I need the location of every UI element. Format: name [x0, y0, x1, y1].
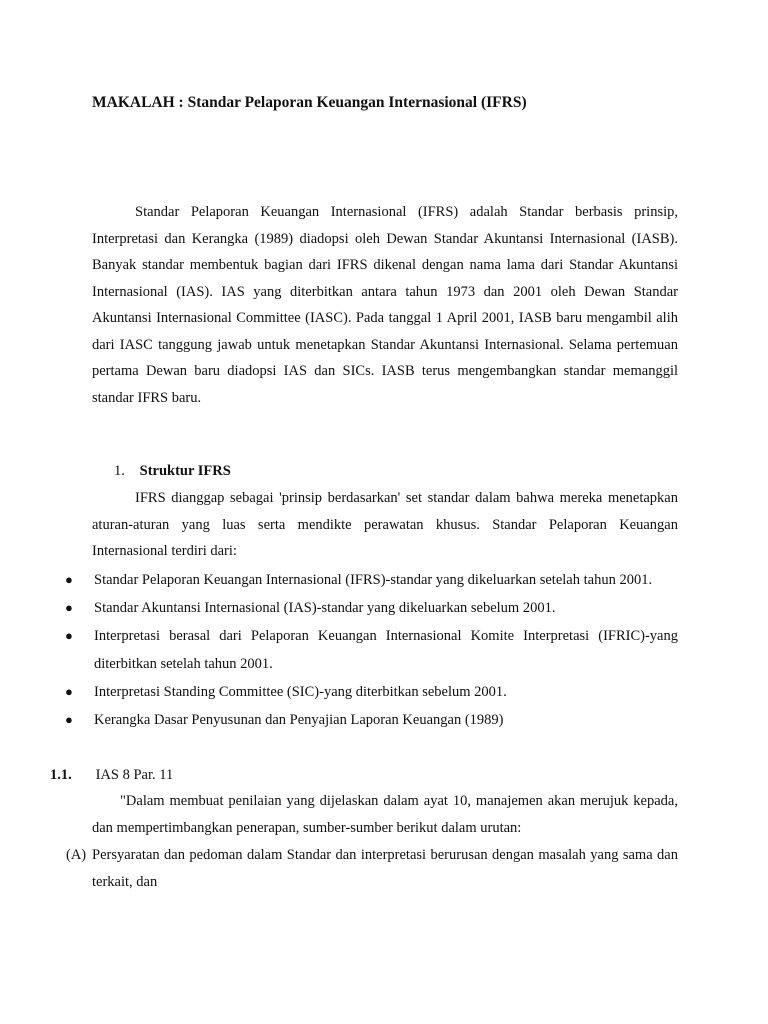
section-1-1-number: 1.1. [50, 767, 72, 783]
list-item [62, 622, 678, 678]
section-1-paragraph: IFRS dianggap sebagai 'prinsip berdasarkan' set standar dalam bahwa mereka menetapkan aturan-aturan yang luas serta mendikte perawatan khusus. Standar Pelaporan Keuangan Internasional terdiri dari: [92, 490, 678, 559]
structure-bullet-list [62, 566, 678, 734]
section-1-1-heading [50, 762, 173, 788]
section-1-title: Struktur IFRS [139, 463, 231, 479]
list-item-text: Standar Akuntansi Internasional (IAS)-standar yang dikeluarkan sebelum 2001. [94, 600, 556, 616]
bullet-icon: ● [65, 712, 73, 727]
bullet-icon: ● [65, 684, 73, 699]
list-item [62, 594, 678, 622]
item-a-text: Persyaratan dan pedoman dalam Standar dan interpretasi berurusan dengan masalah yang sama dan terkait, dan [92, 847, 678, 890]
item-a-label: (A) [66, 847, 87, 863]
list-item-text: Kerangka Dasar Penyusunan dan Penyajian Laporan Keuangan (1989) [94, 712, 504, 728]
item-a [66, 842, 678, 895]
section-1-number: 1. [114, 463, 125, 479]
list-item-text: Interpretasi Standing Committee (SIC)-yang diterbitkan sebelum 2001. [94, 684, 507, 700]
list-item-text: Interpretasi berasal dari Pelaporan Keuangan Internasional Komite Interpretasi (IFRIC)-yang diterbitkan setelah tahun 2001. [94, 628, 678, 672]
list-item [62, 678, 678, 706]
intro-paragraph: Standar Pelaporan Keuangan Internasional (IFRS) adalah Standar berbasis prinsip, Interpretasi dan Kerangka (1989) diadopsi oleh Dewan Standar Akuntansi Internasional (IASB). Banyak standar membentuk bagian dari IFRS dikenal dengan nama lama dari Standar Akuntansi Internasional (IAS). IAS yang diterbitkan antara tahun 1973 dan 2001 oleh Dewan Standar Akuntansi Internasional Committee (IASC). Pada tanggal 1 April 2001, IASB baru mengambil alih dari IASC tanggung jawab untuk menetapkan Standar Akuntansi Internasional. Selama pertemuan pertama Dewan baru diadopsi IAS dan SICs. IASB terus mengembangkan standar memanggil standar IFRS baru. [92, 204, 678, 406]
list-item [62, 706, 678, 734]
bullet-icon: ● [65, 600, 73, 615]
section-1-heading [114, 458, 231, 484]
ias8-quote-paragraph: "Dalam membuat penilaian yang dijelaskan dalam ayat 10, manajemen akan merujuk kepada, dan mempertimbangkan penerapan, sumber-sumber berikut dalam urutan: [92, 793, 678, 836]
bullet-icon: ● [65, 572, 73, 587]
section-1-1-title: IAS 8 Par. 11 [95, 767, 174, 783]
list-item [62, 566, 678, 594]
bullet-icon: ● [65, 628, 73, 643]
list-item-text: Standar Pelaporan Keuangan Internasional (IFRS)-standar yang dikeluarkan setelah tahun 2001. [94, 572, 653, 588]
document-title: MAKALAH : Standar Pelaporan Keuangan Internasional (IFRS) [92, 94, 527, 111]
